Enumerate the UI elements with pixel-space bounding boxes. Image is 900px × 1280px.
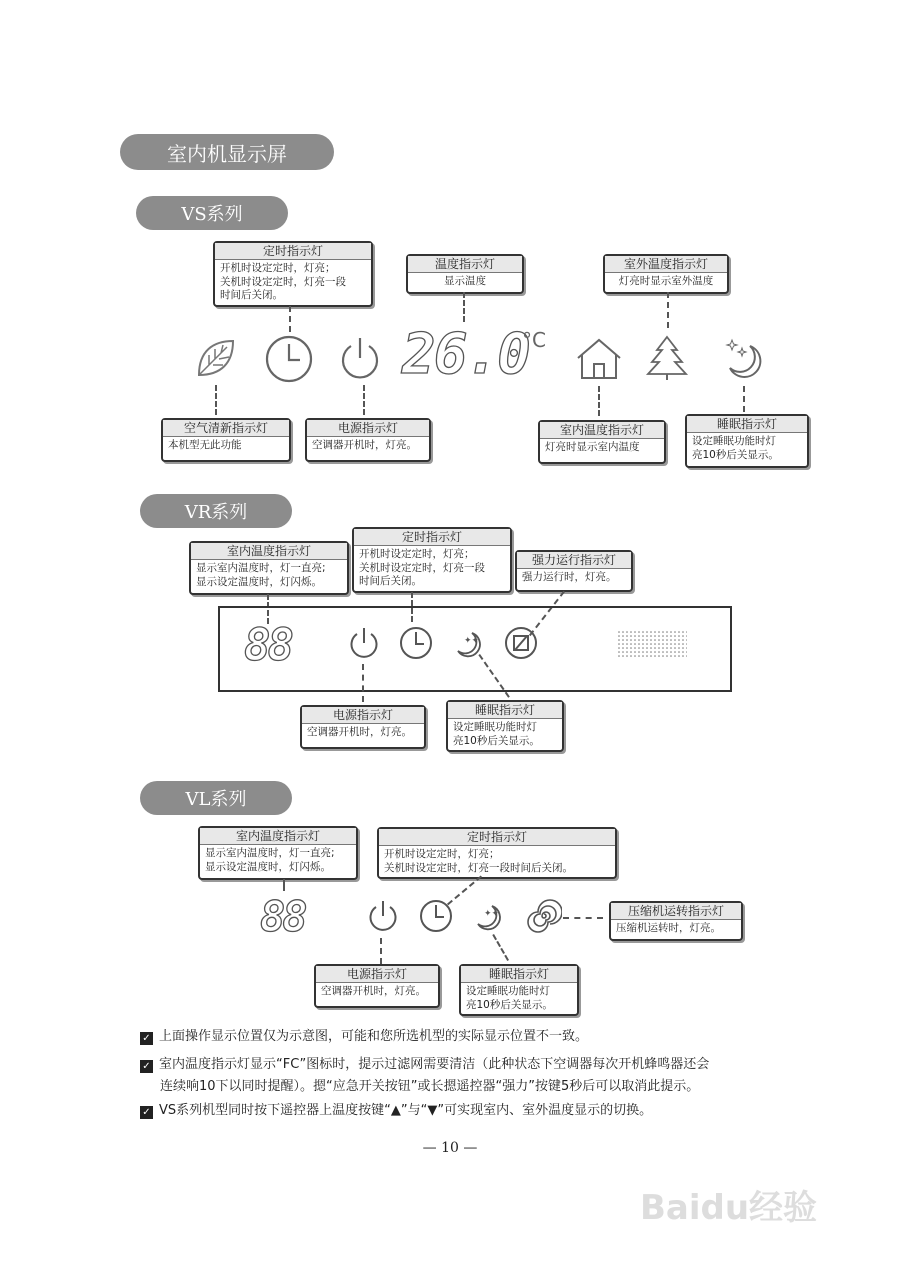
leaf-icon <box>193 335 239 381</box>
celsius-unit: °C <box>522 328 546 352</box>
note-text: 室内温度指示灯显示“FC”图标时，提示过滤网需要清洁（此种状态下空调器每次开机蜂鸣器还会 <box>159 1057 710 1072</box>
callout-title: 定时指示灯 <box>215 243 371 260</box>
callout-desc: 开机时设定定时，灯亮； 关机时设定定时，灯亮一段时间后关闭。 <box>384 848 573 874</box>
power-icon <box>347 625 381 661</box>
vr-timer-callout <box>352 527 512 593</box>
callout-desc: 设定睡眠功能时灯 亮10秒后关显示。 <box>466 985 553 1011</box>
compressor-spiral-icon <box>526 898 562 934</box>
vs-sleep-callout <box>685 414 809 468</box>
callout-desc: 空调器开机时，灯亮。 <box>307 726 412 738</box>
callout-title: 定时指示灯 <box>379 829 615 846</box>
callout-desc: 空调器开机时，灯亮。 <box>321 985 426 997</box>
callout-title: 电源指示灯 <box>316 966 438 983</box>
turbo-icon <box>503 625 539 661</box>
check-icon: ✓ <box>140 1060 153 1073</box>
house-icon <box>574 336 624 382</box>
moon-stars-icon <box>720 334 768 382</box>
vr-power-callout <box>300 705 426 749</box>
vr-sleep-callout <box>446 700 564 752</box>
check-icon: ✓ <box>140 1106 153 1119</box>
vr-series-label: VR系列 <box>140 494 292 528</box>
callout-title: 室外温度指示灯 <box>605 256 727 273</box>
callout-desc: 显示室内温度时，灯一直亮; 显示设定温度时，灯闪烁。 <box>205 847 335 873</box>
svg-text:✦✦: ✦✦ <box>464 636 480 646</box>
check-icon: ✓ <box>140 1032 153 1045</box>
vl-indoor-callout <box>198 826 358 880</box>
callout-title: 温度指示灯 <box>408 256 522 273</box>
callout-desc: 开机时设定定时，灯亮； 关机时设定定时，灯亮一段 时间后关闭。 <box>359 548 485 587</box>
section-title: 室内机显示屏 <box>120 134 334 170</box>
moon-stars-icon <box>470 898 506 934</box>
vs-air-fresh-callout <box>161 418 291 462</box>
vl-timer-callout <box>377 827 617 879</box>
note-text: VS系列机型同时按下遥控器上温度按键“▲”与“▼”可实现室内、室外温度显示的切换。 <box>159 1103 653 1118</box>
note-text-continued: 连续响10下以同时提醒）。摁“应急开关按钮”或长摁遥控器“强力”按键5秒后可以取消此提示。 <box>160 1079 700 1094</box>
callout-title: 电源指示灯 <box>307 420 429 437</box>
power-icon <box>337 334 383 382</box>
vl-compressor-callout <box>609 901 743 941</box>
vl-series-label: VL系列 <box>140 781 292 815</box>
callout-desc: 显示室内温度时，灯一直亮; 显示设定温度时，灯闪烁。 <box>196 562 326 588</box>
clock-icon <box>264 334 314 384</box>
vr-turbo-callout <box>515 550 633 592</box>
callout-title: 电源指示灯 <box>302 707 424 724</box>
callout-title: 睡眠指示灯 <box>461 966 577 983</box>
power-icon <box>366 898 400 934</box>
callout-title: 压缩机运转指示灯 <box>611 903 741 920</box>
callout-title: 强力运行指示灯 <box>517 552 631 569</box>
vl-power-callout <box>314 964 440 1008</box>
callout-desc: 灯亮时显示室内温度 <box>545 441 640 453</box>
callout-desc: 显示温度 <box>444 275 486 287</box>
vs-indoor-callout <box>538 420 666 464</box>
callout-desc: 开机时设定定时，灯亮； 关机时设定定时，灯亮一段 时间后关闭。 <box>220 262 346 301</box>
svg-text:✦✦: ✦✦ <box>484 909 500 919</box>
note-1 <box>140 1026 588 1048</box>
vs-temp-callout <box>406 254 524 294</box>
vs-power-callout <box>305 418 431 462</box>
speaker-grille-icon <box>617 630 687 658</box>
clock-icon <box>418 898 454 934</box>
callout-title: 定时指示灯 <box>354 529 510 546</box>
vs-timer-callout <box>213 241 373 307</box>
callout-title: 睡眠指示灯 <box>687 416 807 433</box>
tree-icon <box>644 334 690 382</box>
callout-desc: 本机型无此功能 <box>168 439 242 451</box>
callout-desc: 空调器开机时，灯亮。 <box>312 439 417 451</box>
note-text: 上面操作显示位置仅为示意图，可能和您所选机型的实际显示位置不一致。 <box>159 1029 589 1044</box>
vs-outdoor-callout <box>603 254 729 294</box>
callout-desc: 设定睡眠功能时灯 亮10秒后关显示。 <box>453 721 540 747</box>
callout-title: 室内温度指示灯 <box>200 828 356 845</box>
callout-title: 睡眠指示灯 <box>448 702 562 719</box>
vl-sleep-callout <box>459 964 579 1016</box>
callout-title: 空气清新指示灯 <box>163 420 289 437</box>
vr-indoor-callout <box>189 541 349 595</box>
callout-title: 室内温度指示灯 <box>540 422 664 439</box>
vl-digits: 88 <box>260 892 305 941</box>
vr-digits: 88 <box>244 620 291 671</box>
callout-desc: 灯亮时显示室外温度 <box>618 275 714 287</box>
watermark-logo: Baidu经验 <box>640 1188 818 1228</box>
note-2 <box>140 1054 709 1098</box>
note-3 <box>140 1100 652 1122</box>
callout-title: 室内温度指示灯 <box>191 543 347 560</box>
clock-icon <box>398 625 434 661</box>
callout-desc: 强力运行时，灯亮。 <box>522 571 617 583</box>
temperature-digits: 26.0 <box>402 322 529 387</box>
callout-desc: 设定睡眠功能时灯 亮10秒后关显示。 <box>692 435 779 461</box>
page-number: — 10 — <box>422 1140 478 1156</box>
callout-desc: 压缩机运转时，灯亮。 <box>616 922 721 934</box>
vs-series-label: VS系列 <box>136 196 288 230</box>
